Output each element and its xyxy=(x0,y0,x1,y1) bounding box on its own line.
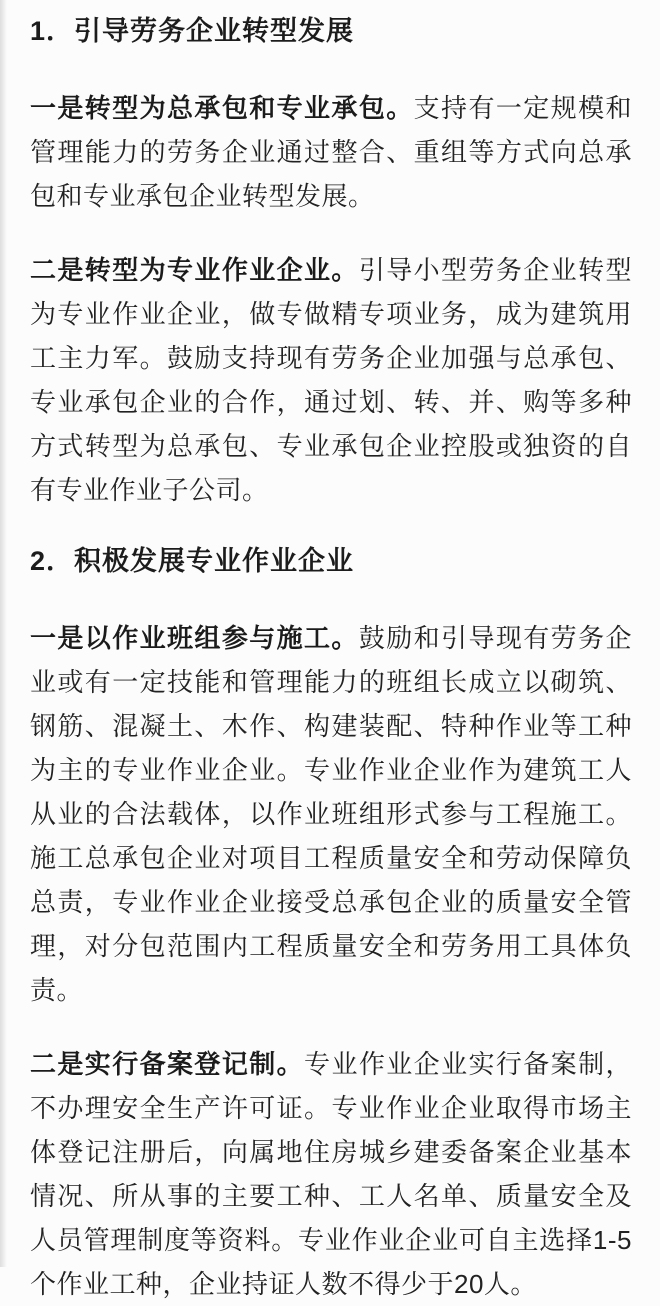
paragraph xyxy=(30,86,632,218)
paragraph xyxy=(30,1042,632,1306)
section-heading: 1．引导劳务企业转型发展 xyxy=(30,16,355,46)
paragraph-body: 鼓励和引导现有劳务企业或有一定技能和管理能力的班组长成立以砌筑、钢筋、混凝土、木作、构建装配、特种作业等工种为主的专业作业企业。专业作业企业作为建筑工人从业的合法载体，以作业班组形式参与工程施工。施工总承包企业对项目工程质量安全和劳动保障负总责，专业作业企业接受总承包企业的质量安全管理，对分包范围内工程质量安全和劳务用工具体负责。 xyxy=(30,623,632,1005)
section-heading: 2．积极发展专业作业企业 xyxy=(30,546,355,576)
paragraph-lead: 二是转型为专业作业企业。 xyxy=(30,255,359,285)
paragraph xyxy=(30,248,632,512)
paragraph-lead: 一是转型为总承包和专业承包。 xyxy=(30,93,414,123)
section-1 xyxy=(30,12,632,512)
paragraph-body: 支持有一定规模和管理能力的劳务企业通过整合、重组等方式向总承包和专业承包企业转型发展。 xyxy=(30,93,632,211)
section-2 xyxy=(30,542,632,1306)
paragraph xyxy=(30,616,632,1012)
paragraph-lead: 一是以作业班组参与施工。 xyxy=(30,623,359,653)
paragraph-lead: 二是实行备案登记制。 xyxy=(30,1049,305,1079)
paragraph-body: 专业作业企业实行备案制，不办理安全生产许可证。专业作业企业取得市场主体登记注册后，向属地住房城乡建委备案企业基本情况、所从事的主要工种、工人名单、质量安全及人员管理制度等资料。专业作业企业可自主选择1-5个作业工种，企业持证人数不得少于20人。 xyxy=(30,1049,632,1299)
paragraph-body: 引导小型劳务企业转型为专业作业企业，做专做精专项业务，成为建筑用工主力军。鼓励支持现有劳务企业加强与总承包、专业承包企业的合作，通过划、转、并、购等多种方式转型为总承包、专业承包企业控股或独资的自有专业作业子公司。 xyxy=(30,255,632,505)
